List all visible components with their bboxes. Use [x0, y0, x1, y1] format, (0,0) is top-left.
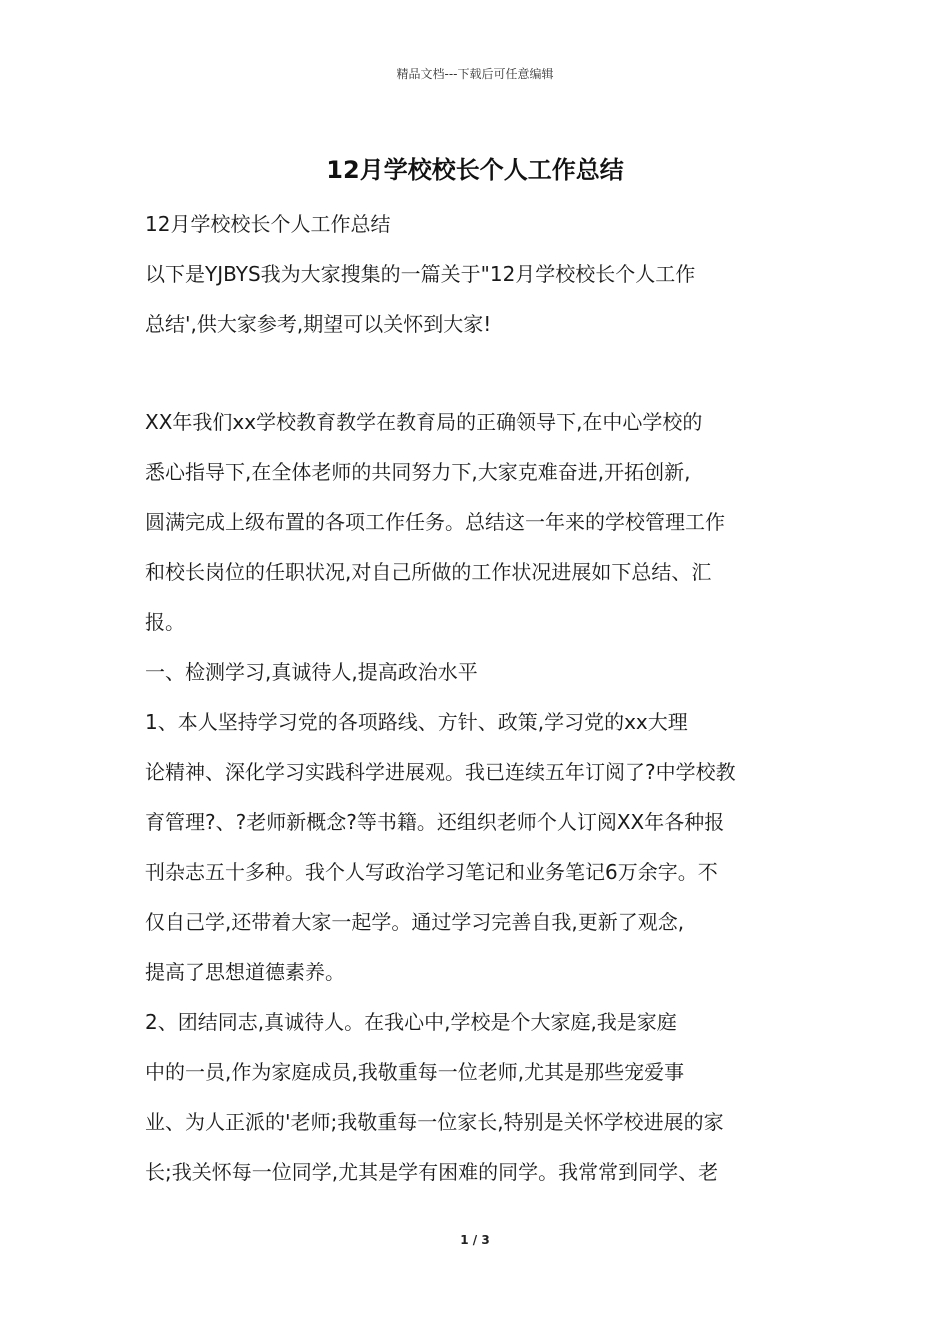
paragraph-line: 业、为人正派的'老师;我敬重每一位家长,特别是关怀学校进展的家 [145, 1110, 724, 1134]
paragraph-line: 悉心指导下,在全体老师的共同努力下,大家克难奋进,开拓创新, [145, 460, 691, 484]
item-2-paragraph [145, 997, 817, 1197]
paragraph-line: 仅自己学,还带着大家一起学。通过学习完善自我,更新了观念, [145, 910, 685, 934]
paragraph-line: 育管理?、?老师新概念?等书籍。还组织老师个人订阅XX年各种报 [145, 810, 725, 834]
intro-line: 总结',供大家参考,期望可以关怀到大家! [145, 312, 492, 336]
paragraph-1 [145, 397, 817, 647]
paragraph-line: 1、本人坚持学习党的各项路线、方针、政策,学习党的xx大理 [145, 710, 688, 734]
intro-line: 以下是YJBYS我为大家搜集的一篇关于"12月学校校长个人工作 [145, 262, 696, 286]
document-title: 12月学校校长个人工作总结 [326, 156, 624, 184]
paragraph-line: 论精神、深化学习实践科学进展观。我已连续五年订阅了?中学校教 [145, 760, 736, 784]
paragraph-line: 报。 [145, 610, 185, 634]
paragraph-line: 刊杂志五十多种。我个人写政治学习笔记和业务笔记6万余字。不 [145, 860, 718, 884]
paragraph-line: 提高了思想道德素养。 [145, 960, 345, 984]
page-header: 精品文档---下载后可任意编辑 [396, 67, 554, 81]
paragraph-line: 长;我关怀每一位同学,尤其是学有困难的同学。我常常到同学、老 [145, 1160, 719, 1184]
item-1-paragraph [145, 697, 817, 997]
section-1-heading: 一、检测学习,真诚待人,提高政治水平 [145, 660, 478, 684]
paragraph-line: 和校长岗位的任职状况,对自己所做的工作状况进展如下总结、汇 [145, 560, 712, 584]
intro-paragraph [145, 249, 817, 349]
paragraph-line: XX年我们xx学校教育教学在教育局的正确领导下,在中心学校的 [145, 410, 703, 434]
document-subtitle: 12月学校校长个人工作总结 [145, 212, 391, 236]
section-heading [145, 647, 817, 697]
document-body [145, 199, 817, 249]
page-number: 1 / 3 [460, 1233, 490, 1247]
paragraph-line: 中的一员,作为家庭成员,我敬重每一位老师,尤其是那些宠爱事 [145, 1060, 685, 1084]
paragraph-line: 2、团结同志,真诚待人。在我心中,学校是个大家庭,我是家庭 [145, 1010, 677, 1034]
paragraph-line: 圆满完成上级布置的各项工作任务。总结这一年来的学校管理工作 [145, 510, 725, 534]
